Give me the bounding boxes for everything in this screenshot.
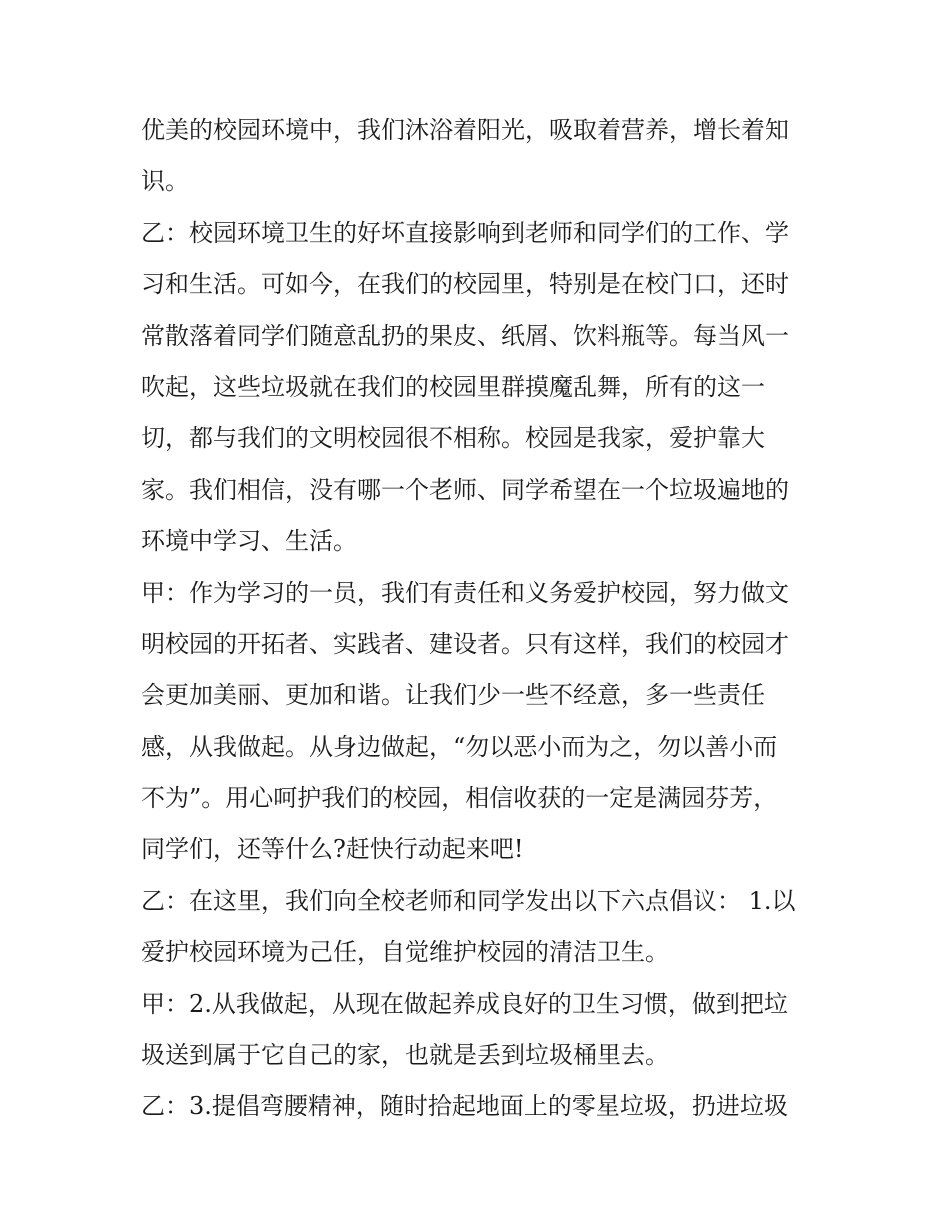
text-line: 甲：2.从我做起，从现在做起养成良好的卫生习惯，做到把垃 bbox=[141, 989, 788, 1018]
text-line: 圾送到属于它自己的家，也就是丢到垃圾桶里去。 bbox=[141, 1041, 669, 1070]
text-line: 优美的校园环境中，我们沐浴着阳光，吸取着营养，增长着知 bbox=[141, 116, 789, 144]
text-line: 常散落着同学们随意乱扔的果皮、纸屑、饮料瓶等。每当风一 bbox=[141, 321, 789, 350]
text-line: 切，都与我们的文明校园很不相称。校园是我家，爱护靠大 bbox=[141, 424, 765, 453]
text-line: 家。我们相信，没有哪一个老师、同学希望在一个垃圾遍地的 bbox=[141, 475, 789, 504]
text-line: 吹起，这些垃圾就在我们的校园里群摸魔乱舞，所有的这一 bbox=[141, 372, 765, 401]
text-line: 习和生活。可如今，在我们的校园里，特别是在校门口，还时 bbox=[141, 270, 789, 299]
text-line: 乙：3.提倡弯腰精神，随时拾起地面上的零星垃圾，扔进垃圾 bbox=[141, 1092, 788, 1121]
text-line: 明校园的开拓者、实践者、建设者。只有这样，我们的校园才 bbox=[141, 629, 789, 658]
text-line: 感，从我做起。从身边做起，“勿以恶小而为之，勿以善小而 bbox=[141, 732, 778, 761]
text-line: 甲：作为学习的一员，我们有责任和义务爱护校园，努力做文 bbox=[141, 578, 789, 607]
text-line: 乙：在这里，我们向全校老师和同学发出以下六点倡议： 1.以 bbox=[141, 886, 796, 915]
text-line: 乙：校园环境卫生的好坏直接影响到老师和同学们的工作、学 bbox=[141, 218, 789, 247]
document-body bbox=[141, 105, 821, 1133]
text-line: 环境中学习、生活。 bbox=[141, 527, 357, 556]
text-line: 同学们，还等什么?赶快行动起来吧! bbox=[141, 835, 524, 864]
text-line: 会更加美丽、更加和谐。让我们少一些不经意，多一些责任 bbox=[141, 681, 765, 710]
text-line: 识。 bbox=[141, 167, 189, 196]
text-line: 爱护校园环境为己任，自觉维护校园的清洁卫生。 bbox=[141, 938, 669, 967]
text-line: 不为”。用心呵护我们的校园，相信收获的一定是满园芬芳， bbox=[141, 784, 778, 813]
